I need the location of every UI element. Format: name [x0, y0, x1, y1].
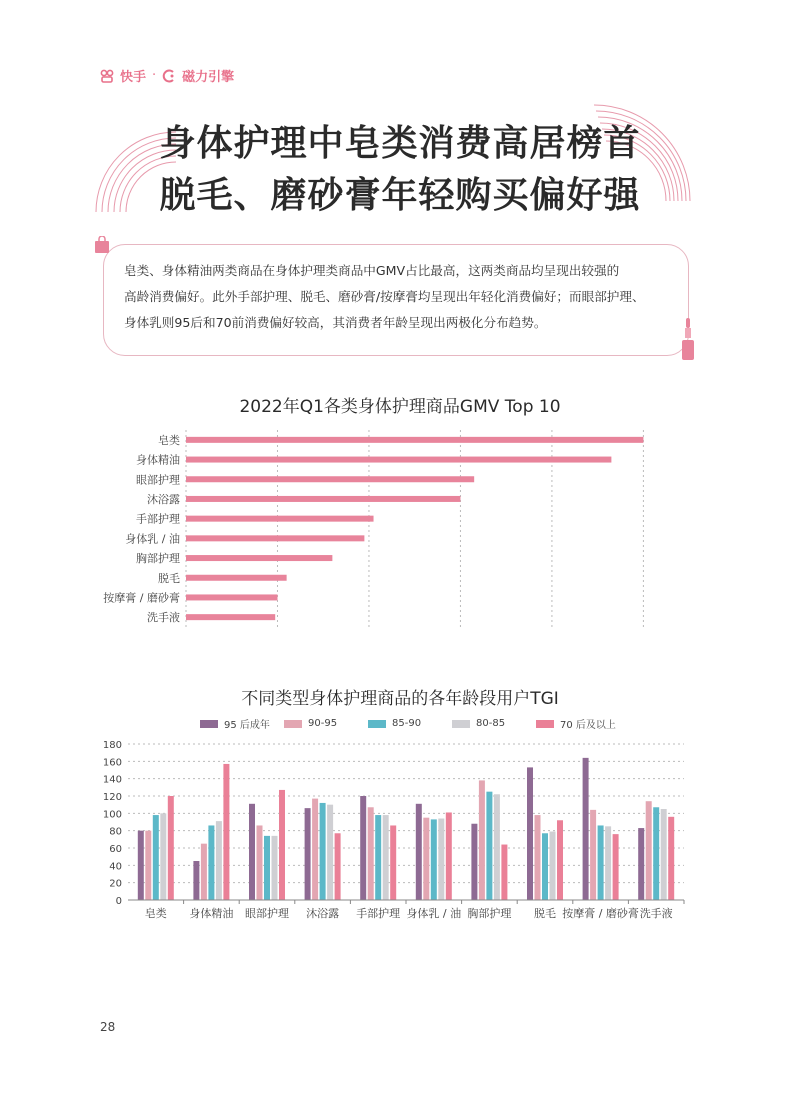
chart2-bar — [638, 828, 644, 900]
chart2-bar — [590, 810, 596, 900]
chart2-category-label: 洗手液 — [639, 907, 673, 920]
chart2-bar — [279, 790, 285, 900]
chart2-bar — [368, 807, 374, 900]
chart2-bar — [431, 819, 437, 900]
chart2-bar — [320, 803, 326, 900]
chart2-bar — [423, 818, 429, 900]
chart1-bar — [186, 457, 611, 463]
chart1-category-label: 按摩膏 / 磨砂膏 — [103, 591, 180, 605]
chart2-title: 不同类型身体护理商品的各年龄段用户TGI — [241, 689, 559, 709]
chart1-bar — [186, 516, 374, 522]
chart1-bar — [186, 437, 643, 443]
chart2-bar — [479, 780, 485, 900]
legend-label: 95 后成年 — [224, 720, 270, 731]
chart1-category-label: 皂类 — [158, 433, 180, 447]
legend-item — [536, 716, 620, 731]
chart2-bar — [249, 804, 255, 900]
intro-line: 高龄消费偏好。此外手部护理、脱毛、磨砂膏/按摩膏均呈现出年轻化消费偏好；而眼部护理、 — [124, 289, 645, 304]
legend-item — [368, 716, 452, 731]
chart2-bar — [201, 844, 207, 900]
chart2-bar — [160, 813, 166, 900]
age-tgi-grouped-bar-chart — [0, 736, 800, 936]
chart1-category-label: 手部护理 — [136, 512, 180, 526]
chart2-bar — [216, 821, 222, 900]
chart2-ytick-label: 180 — [102, 740, 122, 751]
chart2-bar — [360, 796, 366, 900]
chart2-ytick-label: 40 — [109, 861, 122, 873]
chart1-category-label: 身体乳 / 油 — [125, 532, 180, 546]
legend-swatch — [536, 720, 554, 728]
gmv-top10-bar-chart — [0, 424, 800, 644]
chart2-bar — [383, 815, 389, 900]
chart2-bar — [653, 807, 659, 900]
chart2-bar — [153, 815, 159, 900]
chart1-bar — [186, 555, 332, 561]
chart2-bar — [550, 832, 556, 900]
chart1-bar — [186, 575, 287, 581]
chart2-ytick-label: 140 — [102, 774, 122, 786]
intro-text — [124, 258, 680, 336]
chart1-bar — [186, 535, 364, 541]
chart2-category-label: 手部护理 — [356, 907, 401, 920]
chart1-bar — [186, 496, 460, 502]
title-line-1: 身体护理中皂类消费高居榜首 — [159, 123, 641, 164]
chart2-bar — [501, 845, 507, 900]
intro-line: 皂类、身体精油两类商品在身体护理类商品中GMV占比最高，这两类商品均呈现出较强的 — [124, 263, 620, 278]
chart2-bar — [327, 805, 333, 900]
chart1-bar — [186, 614, 275, 620]
chart2-ytick-label: 120 — [102, 792, 122, 803]
page-title — [100, 118, 700, 222]
legend-swatch — [452, 720, 470, 728]
chart2-bar — [438, 819, 444, 900]
chart1-category-label: 身体精油 — [136, 453, 180, 467]
chart2-bar — [613, 834, 619, 900]
kuaishou-logo-icon — [100, 69, 114, 83]
chart2-bar — [494, 794, 500, 900]
chart2-bar — [145, 831, 151, 900]
chart2-category-label: 脱毛 — [534, 907, 556, 920]
chart2-bar — [257, 825, 263, 900]
legend-swatch — [368, 720, 386, 728]
legend-item — [284, 716, 368, 731]
chart2-category-label: 皂类 — [144, 907, 167, 920]
chart2-bar — [583, 758, 589, 900]
chart2-ytick-label: 0 — [115, 896, 122, 907]
chart2-ytick-label: 160 — [102, 757, 122, 769]
chart1-bar — [186, 594, 277, 600]
chart1-category-label: 眼部护理 — [136, 473, 180, 487]
legend-swatch — [200, 720, 218, 728]
chart1-bar — [186, 476, 474, 482]
chart1-category-label: 沐浴露 — [147, 492, 180, 506]
chart2-bar — [193, 861, 199, 900]
brand-logo — [100, 66, 234, 85]
chart2-bar — [416, 804, 422, 900]
chart2-bar — [527, 767, 533, 900]
chart2-legend — [200, 716, 620, 731]
brand-logo-left: 快手 — [120, 70, 147, 85]
chart2-bar — [446, 812, 452, 900]
chart2-category-label: 胸部护理 — [467, 907, 512, 920]
legend-item — [200, 716, 284, 731]
chart2-bar — [312, 799, 318, 900]
engine-logo-icon — [162, 69, 176, 83]
chart2-ytick-label: 100 — [102, 809, 122, 821]
chart1-title: 2022年Q1各类身体护理商品GMV Top 10 — [239, 397, 561, 417]
brand-separator: · — [152, 68, 157, 83]
brand-logo-right: 磁力引擎 — [182, 70, 235, 85]
chart2-bar — [486, 792, 492, 900]
chart1-category-label: 脱毛 — [158, 571, 180, 585]
chart2-bar — [542, 833, 548, 900]
chart2-bar — [168, 796, 174, 900]
chart2-category-label: 沐浴露 — [306, 907, 340, 920]
chart2-bar — [598, 825, 604, 900]
legend-item — [452, 716, 536, 731]
chart2-bar — [264, 836, 270, 900]
chart2-bar — [605, 826, 611, 900]
shopping-bag-icon — [94, 236, 110, 254]
chart2-bar — [668, 817, 674, 900]
legend-label: 80-85 — [476, 718, 506, 729]
intro-line: 身体乳则95后和70前消费偏好较高，其消费者年龄呈现出两极化分布趋势。 — [124, 315, 547, 330]
chart1-category-label: 胸部护理 — [136, 552, 180, 566]
lip-balm-icon — [680, 318, 696, 362]
chart2-bar — [646, 801, 652, 900]
chart1-category-label: 洗手液 — [147, 611, 180, 625]
page-number: 28 — [100, 1020, 116, 1034]
chart2-category-label: 身体精油 — [189, 907, 234, 920]
chart2-bar — [471, 824, 477, 900]
chart2-bar — [375, 815, 381, 900]
legend-label: 85-90 — [392, 718, 422, 729]
chart2-ytick-label: 20 — [109, 878, 122, 890]
chart2-bar — [223, 764, 229, 900]
legend-label: 70 后及以上 — [560, 720, 616, 731]
chart2-bar — [305, 808, 311, 900]
chart2-bar — [208, 825, 214, 900]
chart2-ytick-label: 60 — [109, 844, 122, 855]
title-line-2: 脱毛、磨砂膏年轻购买偏好强 — [159, 175, 641, 216]
chart2-bar — [557, 820, 563, 900]
chart2-category-label: 按摩膏 / 磨砂膏 — [562, 907, 639, 920]
legend-label: 90-95 — [308, 718, 338, 729]
chart2-bar — [335, 833, 341, 900]
chart2-bar — [390, 825, 396, 900]
chart2-bar — [535, 815, 541, 900]
chart2-bar — [272, 836, 278, 900]
chart2-bar — [138, 831, 144, 900]
chart2-category-label: 身体乳 / 油 — [406, 907, 462, 920]
legend-swatch — [284, 720, 302, 728]
chart2-bar — [661, 809, 667, 900]
chart2-ytick-label: 80 — [109, 826, 122, 838]
chart2-category-label: 眼部护理 — [245, 907, 289, 920]
